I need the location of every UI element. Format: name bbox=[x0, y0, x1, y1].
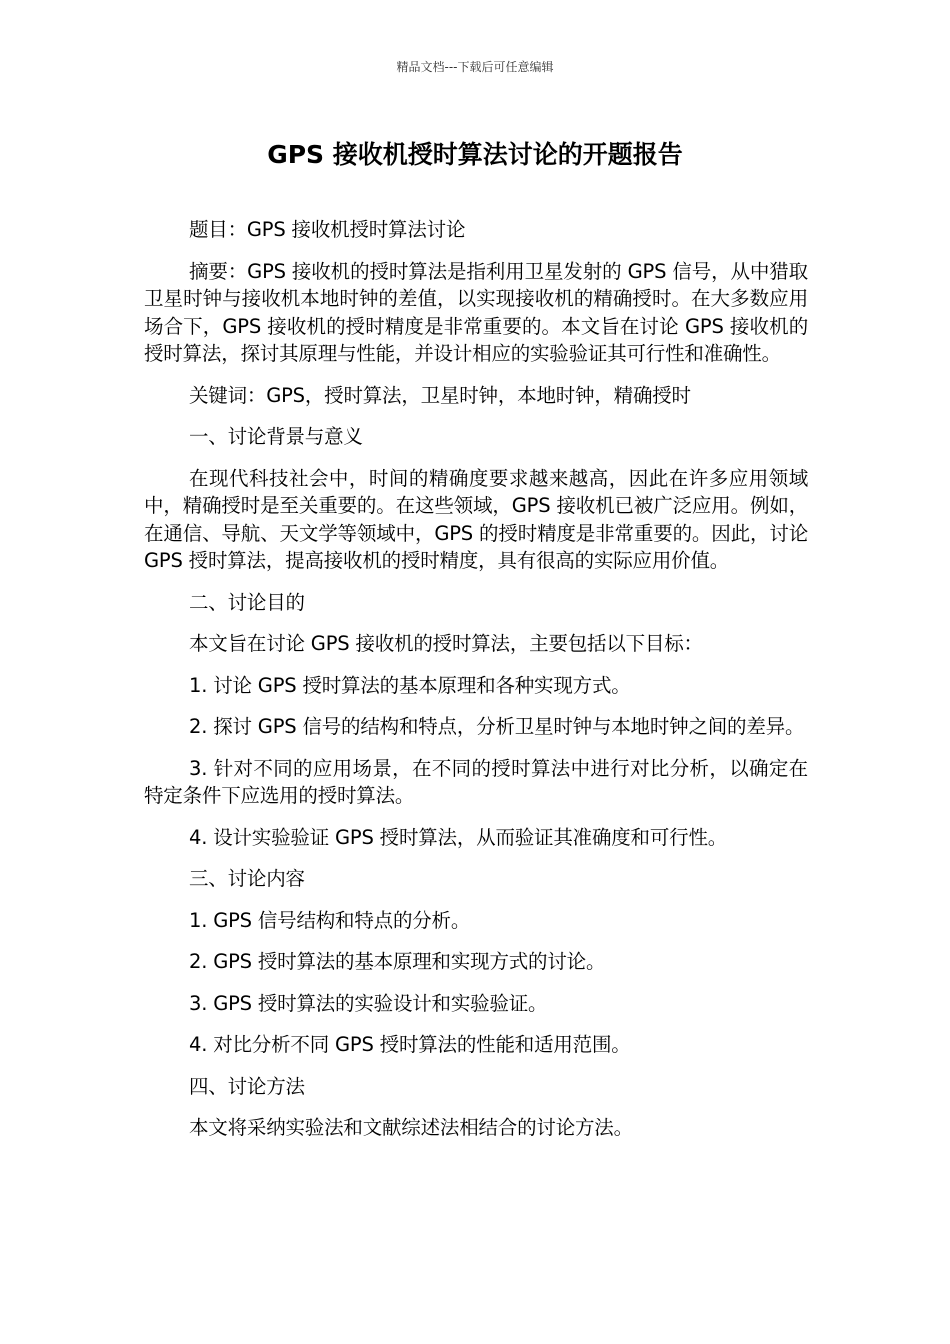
paragraph-keywords: 关键词：GPS，授时算法，卫星时钟，本地时钟，精确授时 bbox=[189, 383, 691, 407]
content-item-4: 4. 对比分析不同 GPS 授时算法的性能和适用范围。 bbox=[189, 1033, 631, 1056]
section-heading-content: 三、讨论内容 bbox=[189, 867, 305, 890]
content-item-1: 1. GPS 信号结构和特点的分析。 bbox=[189, 908, 471, 932]
section-heading-method: 四、讨论方法 bbox=[189, 1074, 305, 1098]
page-header-note: 精品文档---下载后可任意编辑 bbox=[396, 60, 554, 74]
paragraph-purpose-intro: 本文旨在讨论 GPS 接收机的授时算法，主要包括以下目标： bbox=[189, 632, 703, 655]
purpose-item-4: 4. 设计实验验证 GPS 授时算法，从而验证其准确度和可行性。 bbox=[189, 825, 728, 849]
paragraph-method: 本文将采纳实验法和文献综述法相结合的讨论方法。 bbox=[189, 1116, 633, 1139]
content-item-2: 2. GPS 授时算法的基本原理和实现方式的讨论。 bbox=[189, 950, 606, 973]
purpose-item-2: 2. 探讨 GPS 信号的结构和特点，分析卫星时钟与本地时钟之间的差异。 bbox=[189, 715, 805, 738]
document-title: GPS 接收机授时算法讨论的开题报告 bbox=[267, 140, 683, 169]
paragraph-topic: 题目：GPS 接收机授时算法讨论 bbox=[189, 218, 466, 241]
purpose-item-3: 3. 针对不同的应用场景，在不同的授时算法中进行对比分析，以确定在特定条件下应选用的授时算法。 bbox=[144, 756, 808, 807]
paragraph-background: 在现代科技社会中，时间的精确度要求越来越高，因此在许多应用领域中，精确授时是至关重要的。在这些领域，GPS 接收机已被广泛应用。例如，在通信、导航、天文学等领域中，GPS 的授时精度是非常重要的。因此，讨论 GPS 授时算法，提高接收机的授时精度，具有很高的实际应用价值。 bbox=[144, 466, 808, 572]
content-item-3: 3. GPS 授时算法的实验设计和实验验证。 bbox=[189, 991, 548, 1015]
section-heading-background: 一、讨论背景与意义 bbox=[189, 425, 363, 448]
section-heading-purpose: 二、讨论目的 bbox=[189, 590, 305, 614]
paragraph-abstract: 摘要：GPS 接收机的授时算法是指利用卫星发射的 GPS 信号，从中猎取卫星时钟与接收机本地时钟的差值，以实现接收机的精确授时。在大多数应用场合下，GPS 接收机的授时精度是非常重要的。本文旨在讨论 GPS 接收机的授时算法，探讨其原理与性能，并设计相应的实验验证其可行性和准确性。 bbox=[144, 259, 808, 365]
purpose-item-1: 1. 讨论 GPS 授时算法的基本原理和各种实现方式。 bbox=[189, 673, 631, 697]
document-body bbox=[144, 216, 808, 1156]
